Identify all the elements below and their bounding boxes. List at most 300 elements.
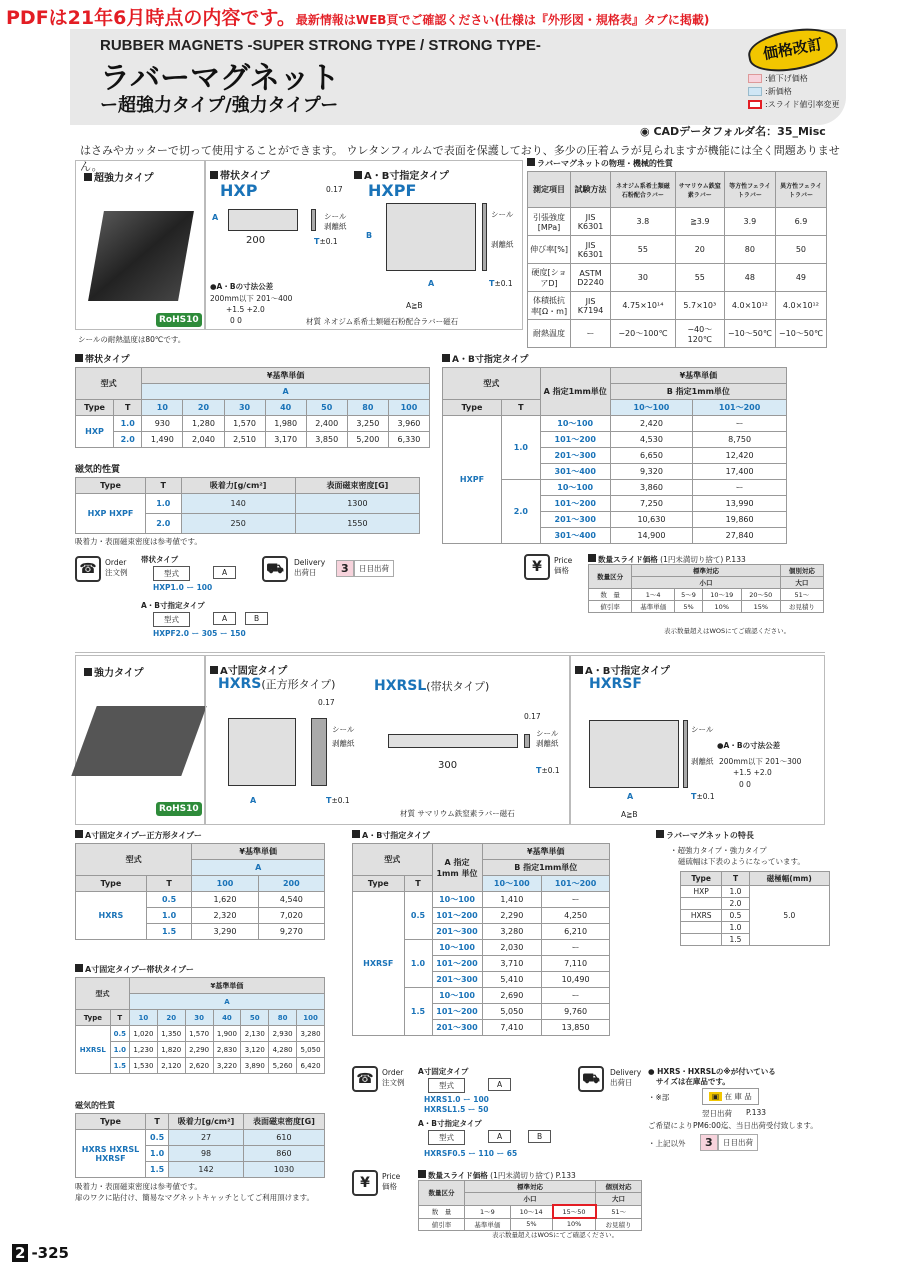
table-cell: 1550 [295,514,419,534]
notice-big: PDFは21年6月時点の内容です。 [6,7,296,28]
header-en: RUBBER MAGNETS -SUPER STRONG TYPE / STRONG TYPE- [100,37,541,54]
table-cell: お見積り [780,601,823,613]
text: HXRSF0.5 ー 110 ー 65 [424,1149,518,1158]
yen-icon: ¥ [524,554,550,580]
hxrsf-table [352,843,610,1036]
cad-folder-text: CADデータフォルダ名：35_Misc [653,125,826,138]
text: 帯状タイプ [85,355,130,365]
text: 在 庫 品 [724,1092,752,1101]
table-header: 標準対応 [632,565,781,577]
legend-label: :値下げ価格 [765,74,808,83]
text [84,664,204,679]
table-cell [681,922,722,934]
table-cell: 4,250 [542,908,610,924]
tol-r2: +1.5 +2.0 [226,305,265,314]
super-drawing-box [205,160,523,330]
table-header: 20 [157,1010,185,1026]
text [218,676,335,692]
table-header: Type [76,1010,111,1026]
text: 磁気的性質 [75,465,121,475]
table-row [76,876,325,892]
table-cell: −40〜120℃ [675,320,724,348]
table-cell: 3,290 [192,924,258,940]
table-row [76,892,325,908]
table-cell: 7,020 [258,908,324,924]
table-cell: 30 [611,264,676,292]
table-header: 小口 [632,577,781,589]
table-cell: 55 [675,264,724,292]
hxp-drawing [228,209,298,231]
text: 表示数量超えはWOSにてご確認ください。 [664,627,791,635]
table-header: 型式 [76,978,130,1010]
text: A・B寸指定タイプ [362,831,430,840]
text [656,830,830,841]
table-cell: 3,120 [241,1042,269,1058]
table-header: 大口 [780,577,823,589]
table-row [528,320,827,348]
table-header: A 指定1mm 単位 [432,844,482,892]
hxp-table [75,367,430,448]
text: T [691,792,697,801]
table-cell: 5,260 [269,1058,297,1074]
table-header: 80 [269,1010,297,1026]
table-cell: 2,030 [482,940,542,956]
table-cell: 2,510 [224,432,265,448]
table-cell: 1300 [295,494,419,514]
cad-folder: ◉ CADデータフォルダ名：35_Misc [640,125,826,138]
text: ±0.1 [331,796,350,805]
table-cell: 10,490 [542,972,610,988]
table-cell: JIS K6301 [571,208,611,236]
table-cell: 14,900 [610,528,693,544]
text: ・超強力タイプ・強力タイプ [670,846,767,855]
table-row [76,478,420,494]
table-cell: JIS K7194 [571,292,611,320]
text [374,678,489,694]
table-row [76,1010,325,1026]
table-cell: 0.5 [722,910,749,922]
ab-title: A・B寸指定タイプ [364,171,449,182]
text: 剥離紙 [691,757,714,766]
table-cell: お見積り [596,1218,642,1230]
table-row [76,1114,325,1130]
table-cell: 1,620 [192,892,258,908]
table-cell: 101〜200 [432,956,482,972]
price1-table [588,564,824,613]
table-row [76,1130,325,1146]
table-row [528,172,827,208]
table-row [528,292,827,320]
price2-table [418,1180,642,1231]
text: (1円未満切り捨て) P.133 [660,555,746,564]
table-header: 個別対応 [596,1181,642,1193]
legend-item [748,98,839,111]
table-cell: 2,400 [306,416,347,432]
table-cell: 1,980 [265,416,306,432]
text: Order 注文例 [382,1068,405,1087]
text: 吸着力・表面磁束密度は参考値です。 [75,1182,202,1191]
table-cell: 値引率 [589,601,632,613]
t01: ±0.1 [319,237,338,246]
table-cell: 2.0 [146,514,182,534]
legend-label: :新価格 [765,87,792,96]
table-cell: 3,280 [482,924,542,940]
text [210,666,218,674]
table-cell: 301〜400 [540,528,610,544]
table-row [681,872,830,886]
table-cell: 1.0 [146,908,192,924]
table-cell: 基準単価 [464,1218,510,1230]
table-cell: 3,860 [610,480,693,496]
table-header: Type [353,876,405,892]
table-cell: 伸び率[%] [528,236,571,264]
hxp-code: HXP [220,181,258,200]
header-jp: ラバーマグネット [100,61,340,96]
text: ラバーマグネットの特長 [666,831,754,840]
table-header: 101〜200 [693,400,787,416]
legend-swatch [748,87,762,96]
table-cell: ≧3.9 [675,208,724,236]
table-cell: 2,120 [157,1058,185,1074]
hxrs-table [75,843,325,940]
props-title: ラバーマグネットの物理・機械的性質 [537,159,673,168]
table-cell: 3,220 [213,1058,241,1074]
text: 型式 [428,1078,465,1093]
table-cell: 860 [243,1146,324,1162]
table-header: 吸着力[g/cm²] [181,478,295,494]
table-cell: 20 [675,236,724,264]
table-cell: 3,170 [265,432,306,448]
table-cell: 51〜 [596,1205,642,1218]
text: シール [536,729,559,738]
table-header: 101〜200 [542,876,610,892]
text [442,352,787,365]
table-cell: 耐熱温度 [528,320,571,348]
text: 表示数量超えはWOSにてご確認ください。 [492,1231,619,1239]
text [76,1114,325,1178]
text: T [489,279,495,288]
table-cell: 20〜50 [741,589,780,601]
text: 3 [336,560,354,577]
table-cell: 2,290 [482,908,542,924]
table-cell: 10〜14 [510,1205,552,1218]
table-cell: 201〜300 [540,512,610,528]
text [352,830,360,838]
table-cell: 2,620 [185,1058,213,1074]
text [656,830,664,838]
table-header: B 指定1mm単位 [482,860,610,876]
table-row [76,400,430,416]
text: 0.17 [318,698,335,707]
table-header: 個別対応 [780,565,823,577]
table-cell: 142 [169,1162,244,1178]
table-cell: 80 [724,236,775,264]
legend-item [748,72,839,85]
table-header: 50 [306,400,347,416]
stock-badge [702,1088,759,1105]
table-cell: 2,930 [269,1026,297,1042]
table-cell: 50 [775,236,826,264]
tol-r3: 0 0 [230,316,242,325]
text [527,158,827,169]
table-header: ¥基準単価 [482,844,610,860]
text: ご希望によりPM6:00迄、当日出荷受付致します。 [648,1121,818,1130]
table-cell: 5% [675,601,703,613]
tol-title: ●A・Bの寸法公差 [210,282,274,291]
text: Price 価格 [382,1172,401,1191]
table-cell: 0.5 [404,892,432,940]
text: 吸着力・表面磁束密度は参考値です。 [75,537,202,546]
text: 剥離紙 [536,739,559,748]
table-cell: ー [542,892,610,908]
text [314,237,338,246]
table-cell: 0.5 [146,892,192,908]
text: 0 0 [739,780,751,789]
table-row [76,432,430,448]
table-header: T [110,1010,129,1026]
table-row [76,1058,325,1074]
hxrsl-section [75,964,325,1074]
table-row [419,1181,642,1193]
price-revised-badge: 価格改訂 [745,22,841,77]
text: 300 [438,760,458,771]
table-cell: 9,270 [258,924,324,940]
t01-2: ±0.1 [494,279,513,288]
text [353,844,610,1036]
table-row [443,400,787,416]
table-cell: HXP HXPF [76,494,146,534]
table-header: A [129,994,324,1010]
text: (帯状タイプ) [426,680,490,693]
table-cell: 1〜9 [464,1205,510,1218]
text: (1円未満切り捨て) P.133 [490,1171,576,1180]
text: A [250,796,257,805]
props-h: サマリウム鉄窒素ラバー [675,172,724,208]
text [388,734,518,748]
table-cell: 610 [243,1130,324,1146]
table-cell: 301〜400 [540,464,610,480]
table-cell: HXPF [443,416,502,544]
table-cell: JIS K6301 [571,236,611,264]
order1-label: Order 注文例 [105,558,128,577]
table-header: 型式 [443,368,541,400]
cond: A≧B [406,301,423,310]
table-cell: 基準単価 [632,601,675,613]
text [326,796,350,805]
table-cell [681,898,722,910]
text [75,830,83,838]
text: 強力タイプ [94,668,144,679]
table-cell: 2.0 [501,480,540,544]
table-cell: 17,400 [693,464,787,480]
text: A・B寸指定タイプ [418,1119,482,1128]
table-cell: ー [693,480,787,496]
table-cell: 15〜50 [553,1205,596,1218]
table-cell: ー [693,416,787,432]
table-cell: 9,320 [610,464,693,480]
table-header: T [404,876,432,892]
props-table [527,171,827,348]
price2-block [352,1170,652,1240]
text [75,354,83,362]
table-header: T [501,400,540,416]
table-row [76,494,420,514]
hxpf-section [442,352,787,544]
table-cell: 4,540 [258,892,324,908]
table-row [76,368,430,384]
table-header: 30 [185,1010,213,1026]
table-header: T [146,876,192,892]
text: 剥離紙 [332,739,355,748]
table-cell: 4,280 [269,1042,297,1058]
table-header: 表面磁束密度[G] [295,478,419,494]
text [354,171,362,179]
hxpf-side [482,203,487,271]
table-cell: 6,650 [610,448,693,464]
table-cell: 2,690 [482,988,542,1004]
text: A [488,1078,511,1091]
text: シール [691,725,714,734]
props-section [527,158,827,348]
text [311,718,327,786]
yen-icon: ¥ [352,1170,378,1196]
table-header: ¥基準単価 [142,368,430,384]
table-cell: 1.5 [722,934,749,946]
table-row [589,589,824,601]
text: 帯状タイプ [141,555,179,564]
text [418,1170,426,1178]
delivery1-block [262,556,412,586]
text [210,662,287,677]
table-row [76,1042,325,1058]
text: 数量スライド価格 [428,1171,488,1180]
table-cell: −10〜50℃ [724,320,775,348]
table-cell: 51〜 [780,589,823,601]
table-cell: 2,130 [241,1026,269,1042]
text [575,666,583,674]
text: P.133 [746,1108,767,1117]
table-cell: 5,050 [297,1042,325,1058]
text [527,158,535,166]
hxrsl-table [75,977,325,1074]
dim-a-label2: A [428,279,435,288]
text: A・B寸指定タイプ [141,601,205,610]
text: A・B寸指定タイプ [585,666,670,677]
table-header: T [146,478,182,494]
table-cell: HXRS [76,892,147,940]
table-cell: 10〜100 [432,940,482,956]
table-header: 型式 [76,368,142,400]
text [352,830,610,841]
table-cell: 1,820 [157,1042,185,1058]
table-header: 100 [388,400,429,416]
table-cell: 8,750 [693,432,787,448]
table-header: ¥基準単価 [192,844,325,860]
text: -325 [31,1244,69,1262]
table-header: ¥基準単価 [610,368,786,384]
table-header: Type [681,872,722,886]
table-cell: −10〜50℃ [775,320,826,348]
table-cell: 硬度[ショアD] [528,264,571,292]
hxpf-code: HXPF [368,181,417,200]
table-cell: 10〜100 [540,416,610,432]
table-cell: 2,830 [213,1042,241,1058]
text: A [213,566,236,579]
text: HXPF2.0 ー 305 ー 150 [153,629,246,638]
text [589,720,679,788]
text: ・※部 [648,1093,670,1102]
table-row [589,601,824,613]
table-cell: 10〜100 [432,988,482,1004]
rohs-badge: RoHS10 [156,313,202,327]
text [575,662,670,677]
page-header [70,29,846,125]
table-cell: 19,860 [693,512,787,528]
table-header: 数量区分 [589,565,632,589]
heat-note: シールの耐熱温度は80℃です。 [78,335,186,344]
hxp-section [75,352,430,547]
table-cell: 数 量 [419,1205,465,1218]
table-row [681,886,830,898]
table-cell: 1,020 [129,1026,157,1042]
table-cell: 3,710 [482,956,542,972]
table-cell: 3,850 [306,432,347,448]
text [84,173,92,181]
table-cell: 5,050 [482,1004,542,1020]
text: +1.5 +2.0 [733,768,772,777]
table-cell: 1,570 [185,1026,213,1042]
table-cell: HXP [681,886,722,898]
hxpf-drawing [386,203,476,271]
table-row [353,892,610,908]
hxp-side [311,209,316,231]
text: HXRSF [589,676,642,692]
table-cell: 1〜4 [632,589,675,601]
hxpf-table [442,367,787,544]
table-cell: HXRSF [353,892,405,1036]
top-note: はさみやカッターで切って使用することができます。 ウレタンフィルムで表面を保護しており、多少の圧着ムラが見られますが機能には全く問題ありません。 [80,144,840,173]
table-header: A [142,384,430,400]
text [75,964,83,972]
table-header: Type [76,400,114,416]
table-cell: 1,230 [129,1042,157,1058]
table-header: 10〜100 [482,876,542,892]
table-cell: 5.7×10³ [675,292,724,320]
table-header: 10 [129,1010,157,1026]
table-cell: 引張強度[MPa] [528,208,571,236]
table-cell: 1,490 [142,432,183,448]
text [443,368,787,544]
phone-icon: ☎ [352,1066,378,1092]
props-h: 試験方法 [571,172,611,208]
phone-icon: ☎ [75,556,101,582]
text: 3 [700,1134,718,1151]
table-cell: ASTM D2240 [571,264,611,292]
text: A寸固定タイプー帯状タイプー [85,965,194,974]
table-cell: 27,840 [693,528,787,544]
text [419,1181,642,1231]
table-cell: HXRSL [76,1026,111,1074]
table-cell: 1,410 [482,892,542,908]
table-cell: 2.0 [722,898,749,910]
table-header: 磁極幅(mm) [749,872,829,886]
text: ・上記以外 [648,1139,686,1148]
text: 0.17 [524,712,541,721]
table-header: A [192,860,325,876]
table-cell [681,934,722,946]
legend-item [748,85,839,98]
text [681,872,830,946]
